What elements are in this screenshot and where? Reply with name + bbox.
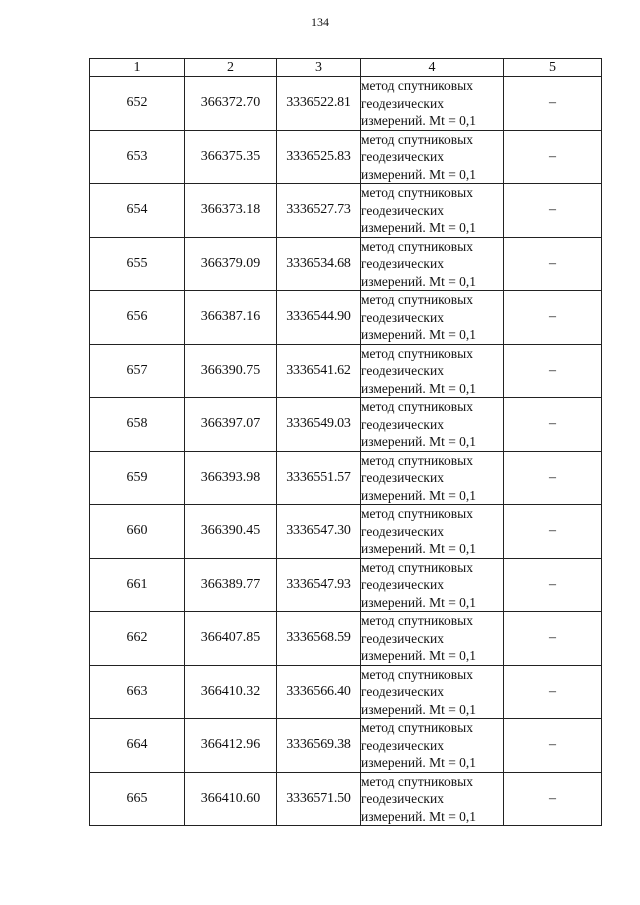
method-cell: [361, 558, 504, 612]
method-text-line: метод спутниковых: [361, 773, 473, 789]
x-coordinate-cell: 366372.70: [185, 77, 277, 131]
method-text-line: геодезических: [361, 416, 444, 432]
method-cell: [361, 291, 504, 345]
table-row: [90, 719, 602, 773]
x-coordinate-cell: 366397.07: [185, 398, 277, 452]
x-coordinate-cell: 366379.09: [185, 237, 277, 291]
method-text-line: геодезических: [361, 577, 444, 592]
method-cell: [361, 612, 504, 666]
method-text-line: геодезических: [361, 95, 444, 111]
table-row: [90, 184, 602, 238]
y-coordinate-cell: 3336522.81: [277, 77, 361, 131]
point-number-cell: 658: [90, 398, 185, 452]
method-cell: [361, 451, 504, 505]
method-text-line: измерений. Mt = 0,1: [361, 113, 477, 128]
column-5-cell: –: [504, 344, 602, 398]
method-text-line: геодезических: [361, 309, 444, 325]
point-number-cell: 653: [90, 130, 185, 184]
method-text-line: геодезических: [361, 363, 444, 378]
method-text-line: измерений. Mt = 0,1: [361, 434, 477, 449]
method-text-line: геодезических: [361, 523, 444, 539]
point-number-cell: 665: [90, 772, 185, 826]
method-text-line: метод спутниковых: [361, 720, 473, 735]
x-coordinate-cell: 366412.96: [185, 719, 277, 773]
method-text-line: метод спутниковых: [361, 506, 473, 521]
table-row: [90, 398, 602, 452]
y-coordinate-cell: 3336544.90: [277, 291, 361, 345]
column-5-cell: –: [504, 719, 602, 773]
header-col-2: 2: [185, 59, 277, 77]
table-body: [90, 77, 602, 826]
method-text-line: геодезических: [361, 630, 444, 646]
x-coordinate-cell: 366375.35: [185, 130, 277, 184]
y-coordinate-cell: 3336549.03: [277, 398, 361, 452]
method-cell: [361, 505, 504, 559]
column-5-cell: –: [504, 398, 602, 452]
table-row: [90, 344, 602, 398]
column-5-cell: –: [504, 451, 602, 505]
column-5-cell: –: [504, 772, 602, 826]
y-coordinate-cell: 3336547.30: [277, 505, 361, 559]
y-coordinate-cell: 3336566.40: [277, 665, 361, 719]
column-5-cell: –: [504, 505, 602, 559]
method-text-line: геодезических: [361, 256, 444, 271]
table-row: [90, 772, 602, 826]
column-5-cell: –: [504, 237, 602, 291]
method-text-line: измерений. Mt = 0,1: [361, 487, 477, 503]
method-cell: [361, 130, 504, 184]
y-coordinate-cell: 3336525.83: [277, 130, 361, 184]
y-coordinate-cell: 3336571.50: [277, 772, 361, 826]
method-cell: [361, 344, 504, 398]
method-cell: [361, 237, 504, 291]
method-text-line: метод спутниковых: [361, 666, 473, 682]
method-text-line: метод спутниковых: [361, 238, 473, 254]
column-5-cell: –: [504, 77, 602, 131]
method-text-line: метод спутниковых: [361, 78, 473, 93]
method-text-line: метод спутниковых: [361, 345, 473, 361]
y-coordinate-cell: 3336527.73: [277, 184, 361, 238]
column-5-cell: –: [504, 130, 602, 184]
y-coordinate-cell: 3336541.62: [277, 344, 361, 398]
method-text-line: геодезических: [361, 791, 444, 806]
point-number-cell: 659: [90, 451, 185, 505]
table-row: [90, 451, 602, 505]
x-coordinate-cell: 366410.60: [185, 772, 277, 826]
y-coordinate-cell: 3336551.57: [277, 451, 361, 505]
method-cell: [361, 665, 504, 719]
method-text-line: метод спутниковых: [361, 185, 473, 200]
table-header-row: [90, 59, 602, 77]
method-cell: [361, 184, 504, 238]
point-number-cell: 655: [90, 237, 185, 291]
y-coordinate-cell: 3336569.38: [277, 719, 361, 773]
method-cell: [361, 719, 504, 773]
method-text-line: измерений. Mt = 0,1: [361, 273, 477, 289]
point-number-cell: 663: [90, 665, 185, 719]
table-row: [90, 665, 602, 719]
x-coordinate-cell: 366410.32: [185, 665, 277, 719]
point-number-cell: 652: [90, 77, 185, 131]
header-col-3: 3: [277, 59, 361, 77]
method-text-line: измерений. Mt = 0,1: [361, 166, 477, 182]
point-number-cell: 661: [90, 558, 185, 612]
method-text-line: измерений. Mt = 0,1: [361, 701, 477, 717]
point-number-cell: 657: [90, 344, 185, 398]
method-text-line: метод спутниковых: [361, 399, 473, 414]
table-row: [90, 558, 602, 612]
column-5-cell: –: [504, 558, 602, 612]
method-text-line: измерений. Mt = 0,1: [361, 648, 477, 663]
y-coordinate-cell: 3336534.68: [277, 237, 361, 291]
x-coordinate-cell: 366373.18: [185, 184, 277, 238]
method-text-line: метод спутниковых: [361, 559, 473, 575]
method-text-line: геодезических: [361, 737, 444, 753]
point-number-cell: 656: [90, 291, 185, 345]
point-number-cell: 662: [90, 612, 185, 666]
column-5-cell: –: [504, 184, 602, 238]
y-coordinate-cell: 3336568.59: [277, 612, 361, 666]
method-text-line: измерений. Mt = 0,1: [361, 380, 477, 396]
method-text-line: измерений. Mt = 0,1: [361, 594, 477, 610]
method-text-line: измерений. Mt = 0,1: [361, 808, 477, 824]
method-cell: [361, 772, 504, 826]
method-text-line: геодезических: [361, 470, 444, 485]
method-cell: [361, 398, 504, 452]
method-text-line: измерений. Mt = 0,1: [361, 541, 477, 556]
table-row: [90, 505, 602, 559]
column-5-cell: –: [504, 612, 602, 666]
header-col-4: 4: [361, 59, 504, 77]
coordinates-table: [89, 58, 602, 826]
header-col-5: 5: [504, 59, 602, 77]
x-coordinate-cell: 366389.77: [185, 558, 277, 612]
method-text-line: измерений. Mt = 0,1: [361, 327, 477, 342]
table-row: [90, 612, 602, 666]
y-coordinate-cell: 3336547.93: [277, 558, 361, 612]
point-number-cell: 664: [90, 719, 185, 773]
x-coordinate-cell: 366390.45: [185, 505, 277, 559]
column-5-cell: –: [504, 665, 602, 719]
method-text-line: геодезических: [361, 149, 444, 164]
table-row: [90, 291, 602, 345]
page-number: 134: [311, 15, 329, 29]
point-number-cell: 654: [90, 184, 185, 238]
method-text-line: метод спутниковых: [361, 131, 473, 147]
method-text-line: измерений. Mt = 0,1: [361, 755, 477, 770]
method-cell: [361, 77, 504, 131]
method-text-line: измерений. Mt = 0,1: [361, 220, 477, 235]
table-row: [90, 237, 602, 291]
method-text-line: метод спутниковых: [361, 292, 473, 307]
header-col-1: 1: [90, 59, 185, 77]
x-coordinate-cell: 366390.75: [185, 344, 277, 398]
table-row: [90, 77, 602, 131]
method-text-line: метод спутниковых: [361, 613, 473, 628]
point-number-cell: 660: [90, 505, 185, 559]
x-coordinate-cell: 366393.98: [185, 451, 277, 505]
x-coordinate-cell: 366407.85: [185, 612, 277, 666]
x-coordinate-cell: 366387.16: [185, 291, 277, 345]
column-5-cell: –: [504, 291, 602, 345]
method-text-line: геодезических: [361, 684, 444, 699]
method-text-line: метод спутниковых: [361, 452, 473, 468]
method-text-line: геодезических: [361, 202, 444, 218]
table-row: [90, 130, 602, 184]
